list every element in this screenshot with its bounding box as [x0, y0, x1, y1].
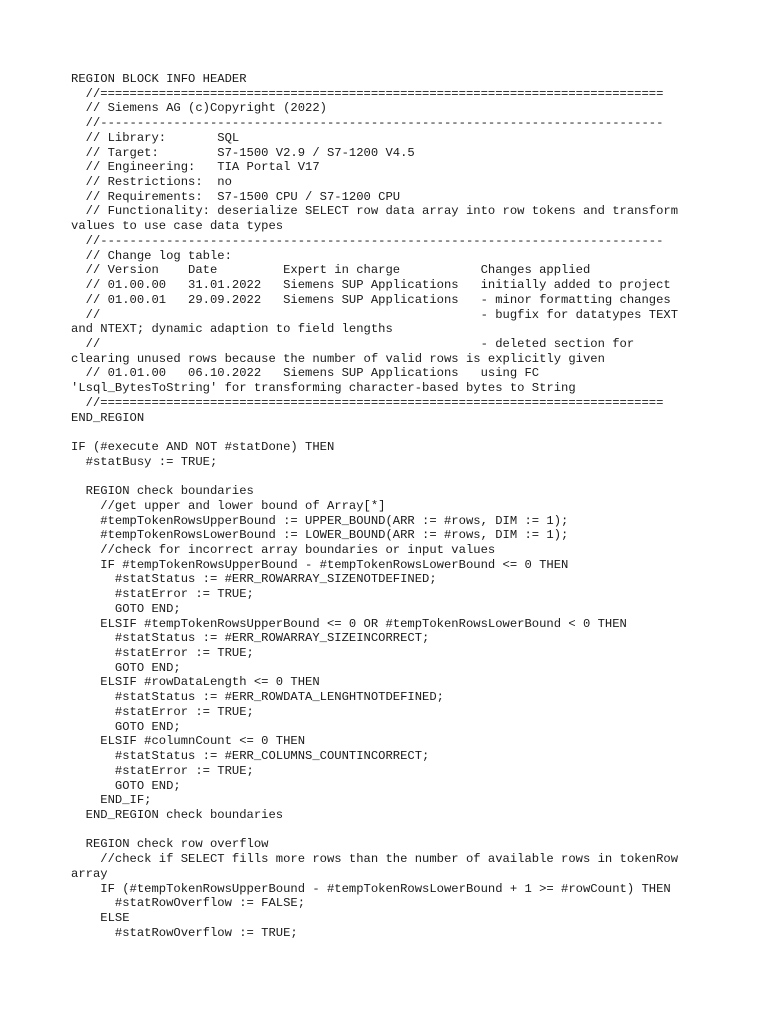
code-line: #statStatus := #ERR_ROWDATA_LENGHTNOTDEFINED;	[71, 690, 444, 705]
code-line: IF (#tempTokenRowsUpperBound - #tempTokenRowsLowerBound + 1 >= #rowCount) THEN	[71, 881, 671, 896]
code-line: ELSIF #tempTokenRowsUpperBound <= 0 OR #tempTokenRowsLowerBound < 0 THEN	[71, 616, 627, 631]
code-line: END_IF;	[71, 793, 152, 808]
code-line: clearing unused rows because the number of valid rows is explicitly given	[71, 351, 605, 366]
code-line: GOTO END;	[71, 660, 181, 675]
code-line: 'Lsql_BytesToString' for transforming character-based bytes to String	[71, 381, 576, 396]
code-line: #statStatus := #ERR_ROWARRAY_SIZENOTDEFINED;	[71, 572, 437, 587]
code-document	[71, 72, 711, 940]
code-line: //-----------------------------------------------------------------------------	[71, 116, 664, 131]
code-line: IF #tempTokenRowsUpperBound - #tempTokenRowsLowerBound <= 0 THEN	[71, 557, 569, 572]
code-line: // Library: SQL	[71, 130, 240, 145]
code-line: // - bugfix for datatypes TEXT	[71, 307, 679, 322]
code-line: #tempTokenRowsLowerBound := LOWER_BOUND(ARR := #rows, DIM := 1);	[71, 528, 569, 543]
code-line: array	[71, 866, 108, 881]
code-line: #tempTokenRowsUpperBound := UPPER_BOUND(ARR := #rows, DIM := 1);	[71, 513, 569, 528]
code-line: GOTO END;	[71, 778, 181, 793]
code-line: #statError := TRUE;	[71, 704, 254, 719]
code-line: // Functionality: deserialize SELECT row data array into row tokens and transform	[71, 204, 679, 219]
code-line	[71, 823, 711, 838]
code-line: // Version Date Expert in charge Changes applied	[71, 263, 591, 278]
code-line: // Restrictions: no	[71, 175, 232, 190]
code-line: #statStatus := #ERR_ROWARRAY_SIZEINCORRECT;	[71, 631, 430, 646]
code-line: //=============================================================================	[71, 395, 664, 410]
code-line: values to use case data types	[71, 219, 284, 234]
code-line: GOTO END;	[71, 601, 181, 616]
code-line: #statError := TRUE;	[71, 587, 254, 602]
code-line: //=============================================================================	[71, 86, 664, 101]
code-line: #statError := TRUE;	[71, 763, 254, 778]
code-line: // 01.00.01 29.09.2022 Siemens SUP Applications - minor formatting changes	[71, 292, 671, 307]
code-line: //get upper and lower bound of Array[*]	[71, 498, 386, 513]
code-line: //check if SELECT fills more rows than the number of available rows in tokenRow	[71, 852, 679, 867]
code-line: // Engineering: TIA Portal V17	[71, 160, 320, 175]
code-line: //check for incorrect array boundaries or input values	[71, 543, 496, 557]
code-line: #statRowOverflow := FALSE;	[71, 896, 306, 911]
code-line: // 01.00.00 31.01.2022 Siemens SUP Applications initially added to project	[71, 278, 671, 293]
code-line: ELSIF #rowDataLength <= 0 THEN	[71, 675, 320, 690]
code-line: IF (#execute AND NOT #statDone) THEN	[71, 439, 335, 454]
code-line: #statStatus := #ERR_COLUMNS_COUNTINCORRECT;	[71, 749, 430, 764]
code-line: // 01.01.00 06.10.2022 Siemens SUP Applications using FC	[71, 366, 540, 381]
code-line: ELSE	[71, 910, 130, 925]
code-line: // - deleted section for	[71, 336, 635, 351]
code-line: #statBusy := TRUE;	[71, 454, 218, 469]
code-line: END_REGION	[71, 410, 145, 425]
code-line: REGION BLOCK INFO HEADER	[71, 72, 247, 86]
code-line: // Change log table:	[71, 248, 232, 263]
code-line: #statError := TRUE;	[71, 646, 254, 661]
code-line: // Requirements: S7-1500 CPU / S7-1200 CPU	[71, 189, 401, 204]
code-line	[71, 469, 711, 484]
code-line: REGION check boundaries	[71, 484, 254, 499]
code-line: and NTEXT; dynamic adaption to field lengths	[71, 322, 393, 337]
code-line: //-----------------------------------------------------------------------------	[71, 233, 664, 248]
code-line: REGION check row overflow	[71, 837, 269, 852]
code-line: END_REGION check boundaries	[71, 807, 284, 822]
code-line	[71, 425, 711, 440]
code-line: GOTO END;	[71, 719, 181, 734]
code-line: ELSIF #columnCount <= 0 THEN	[71, 734, 306, 749]
code-line: // Target: S7-1500 V2.9 / S7-1200 V4.5	[71, 145, 415, 160]
code-line: #statRowOverflow := TRUE;	[71, 925, 298, 940]
code-line: // Siemens AG (c)Copyright (2022)	[71, 101, 327, 116]
